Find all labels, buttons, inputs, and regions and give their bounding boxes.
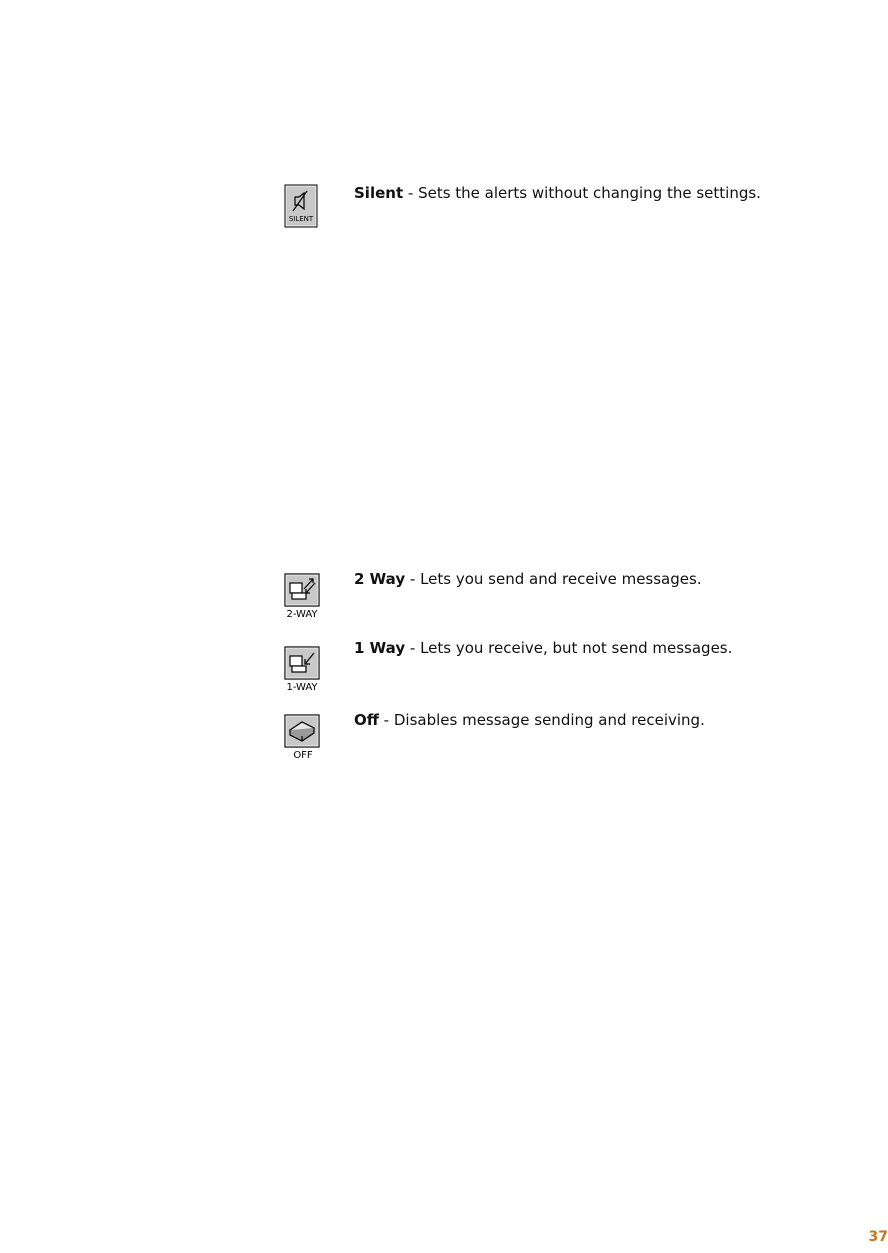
one-way-icon-label: 1-WAY [286,682,318,693]
silent-description [354,183,761,203]
off-term: Off [354,711,379,729]
two-way-icon [282,569,322,619]
entry-one-way [282,638,842,698]
two-way-icon-label: 2-WAY [286,609,318,620]
entry-silent [282,183,842,243]
one-way-description [354,638,732,658]
silent-icon [282,183,322,233]
entry-two-way [282,569,842,629]
one-way-term: 1 Way [354,639,406,657]
off-icon [282,710,322,760]
entry-off [282,710,842,770]
off-icon-label: OFF [293,750,313,761]
silent-text: Sets the alerts without changing the settings. [418,184,761,202]
silent-separator: - [403,184,419,202]
two-way-term: 2 Way [354,570,406,588]
one-way-text: Lets you receive, but not send messages. [420,639,733,657]
silent-icon-label: SILENT [288,215,314,223]
one-way-separator: - [405,639,421,657]
off-description [354,710,705,730]
two-way-description [354,569,702,589]
two-way-separator: - [405,570,421,588]
off-separator: - [378,711,394,729]
silent-term: Silent [354,184,404,202]
off-text: Disables message sending and receiving. [393,711,705,729]
two-way-text: Lets you send and receive messages. [420,570,702,588]
page-number: 37 [868,1229,888,1245]
one-way-icon [282,638,322,693]
